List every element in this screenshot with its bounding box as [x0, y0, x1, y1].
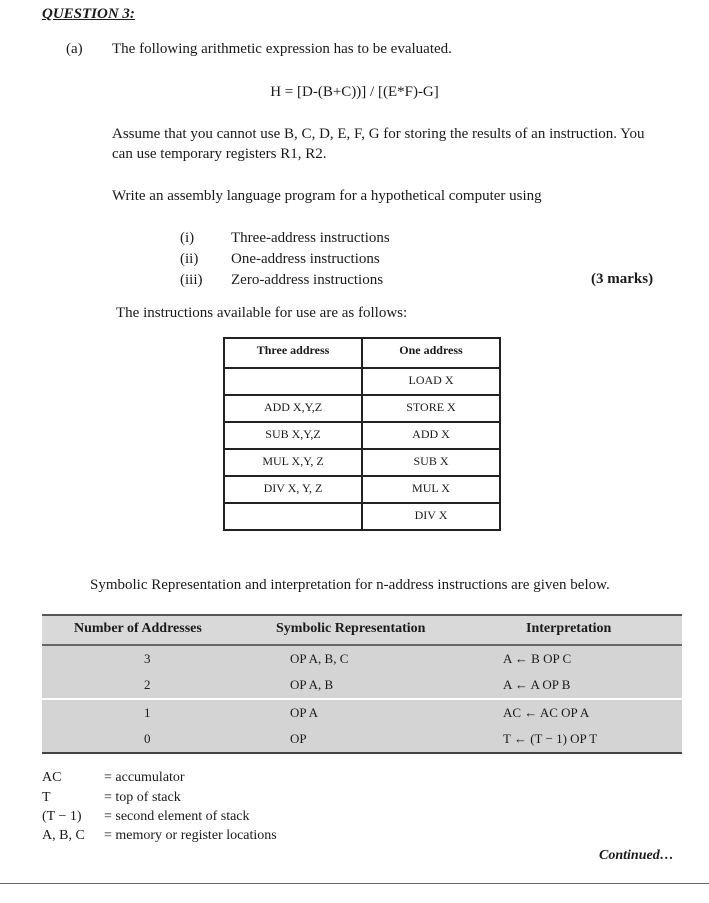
assume-line-2: can use temporary registers R1, R2.	[112, 146, 327, 162]
cell-address-count: 1	[144, 705, 151, 720]
subpart-text: Zero-address instructions	[231, 272, 384, 288]
cell-three-address: DIV X, Y, Z	[224, 476, 362, 503]
cell-address-count: 0	[144, 731, 151, 746]
instruction-table	[223, 337, 501, 531]
cell-three-address: MUL X,Y, Z	[224, 449, 362, 476]
cell-one-address: MUL X	[362, 476, 500, 503]
header-three-address: Three address	[224, 338, 362, 368]
header-number-of-addresses: Number of Addresses	[74, 621, 202, 636]
subpart-label: (i)	[180, 230, 195, 246]
table-row	[42, 700, 682, 726]
legend-definition: = top of stack	[104, 790, 181, 805]
instruction-table-header	[224, 338, 500, 368]
legend-term: A, B, C	[42, 828, 85, 843]
continued-note: Continued…	[599, 848, 674, 863]
cell-interpretation: T ← (T − 1) OP T	[503, 731, 598, 746]
header-symbolic-representation: Symbolic Representation	[276, 621, 426, 636]
cell-interpretation: A ← B OP C	[503, 651, 572, 666]
legend-definition: = accumulator	[104, 770, 185, 785]
legend-term: (T − 1)	[42, 809, 82, 824]
subpart-text: Three-address instructions	[231, 230, 390, 246]
instructions-intro: The instructions available for use are as follows:	[116, 305, 408, 321]
legend-term: AC	[42, 770, 62, 785]
table-row	[224, 503, 500, 530]
cell-one-address: LOAD X	[362, 368, 500, 395]
cell-three-address: SUB X,Y,Z	[224, 422, 362, 449]
assume-line-1: Assume that you cannot use B, C, D, E, F, G for storing the results of an instruction. You	[112, 126, 645, 142]
cell-symbolic: OP A, B, C	[290, 651, 349, 666]
legend-definition: = memory or register locations	[104, 828, 277, 843]
cell-symbolic: OP A	[290, 705, 319, 720]
cell-symbolic: OP	[290, 731, 307, 746]
table-row	[224, 368, 500, 395]
header-one-address: One address	[362, 338, 500, 368]
cell-interpretation: AC ← AC OP A	[503, 705, 590, 720]
table-row	[42, 726, 682, 754]
cell-one-address: DIV X	[362, 503, 500, 530]
cell-address-count: 3	[144, 651, 151, 666]
table-row	[224, 476, 500, 503]
subpart-text: One-address instructions	[231, 251, 380, 267]
symbolic-table	[42, 614, 682, 754]
cell-three-address	[224, 503, 362, 530]
page-divider	[0, 883, 709, 884]
question-title: QUESTION 3:	[42, 6, 135, 22]
marks: (3 marks)	[591, 271, 654, 287]
cell-three-address	[224, 368, 362, 395]
subpart-label: (ii)	[180, 251, 199, 267]
intro-text: The following arithmetic expression has to be evaluated.	[112, 41, 452, 57]
write-prompt: Write an assembly language program for a hypothetical computer using	[112, 188, 542, 204]
cell-interpretation: A ← A OP B	[503, 677, 571, 692]
legend-term: T	[42, 790, 51, 805]
symbolic-title: Symbolic Representation and interpretation for n-address instructions are given below.	[90, 577, 610, 593]
table-row	[42, 672, 682, 700]
cell-symbolic: OP A, B	[290, 677, 334, 692]
cell-one-address: SUB X	[362, 449, 500, 476]
table-row	[224, 449, 500, 476]
cell-one-address: STORE X	[362, 395, 500, 422]
table-row	[224, 395, 500, 422]
cell-address-count: 2	[144, 677, 151, 692]
header-interpretation: Interpretation	[526, 621, 612, 636]
subpart-label: (iii)	[180, 272, 203, 288]
table-row	[42, 646, 682, 672]
legend-definition: = second element of stack	[104, 809, 250, 824]
symbolic-table-header	[42, 614, 682, 646]
part-label: (a)	[66, 41, 83, 57]
table-row	[224, 422, 500, 449]
cell-one-address: ADD X	[362, 422, 500, 449]
cell-three-address: ADD X,Y,Z	[224, 395, 362, 422]
formula: H = [D-(B+C))] / [(E*F)-G]	[270, 84, 439, 100]
